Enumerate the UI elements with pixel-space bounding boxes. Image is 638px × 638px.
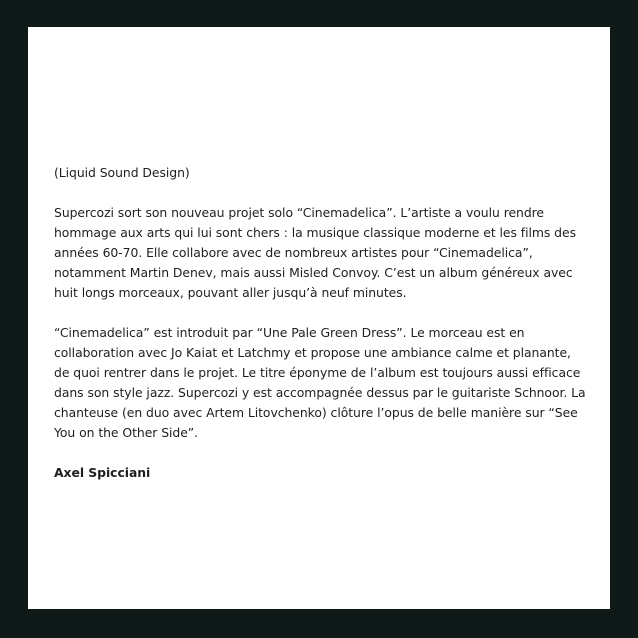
article-paragraph-1: Supercozi sort son nouveau projet solo “Cinemadelica”. L’artiste a voulu rendre hommage aux arts qui lui sont chers : la musique classique moderne et les films des années 60-70. Elle collabore avec de nombreux artistes pour “Cinemadelica”, notamment Martin Denev, mais aussi Misled Convoy. C’est un album généreux avec huit longs morceaux, pouvant aller jusqu’à neuf minutes. [54,205,576,300]
author-name: Axel Spicciani [54,465,151,480]
article-panel [28,27,610,609]
article-paragraph-2: “Cinemadelica” est introduit par “Une Pale Green Dress”. Le morceau est en collaboration avec Jo Kaiat et Latchmy et propose une ambiance calme et planante, de quoi rentrer dans le projet. Le titre éponyme de l’album est toujours aussi efficace dans son style jazz. Supercozi y est accompagnée dessus par le guitariste Schnoor. La chanteuse (en duo avec Artem Litovchenko) clôture l’opus de belle manière sur “See You on the Other Side”. [54,325,586,440]
source-label: (Liquid Sound Design) [54,165,190,180]
